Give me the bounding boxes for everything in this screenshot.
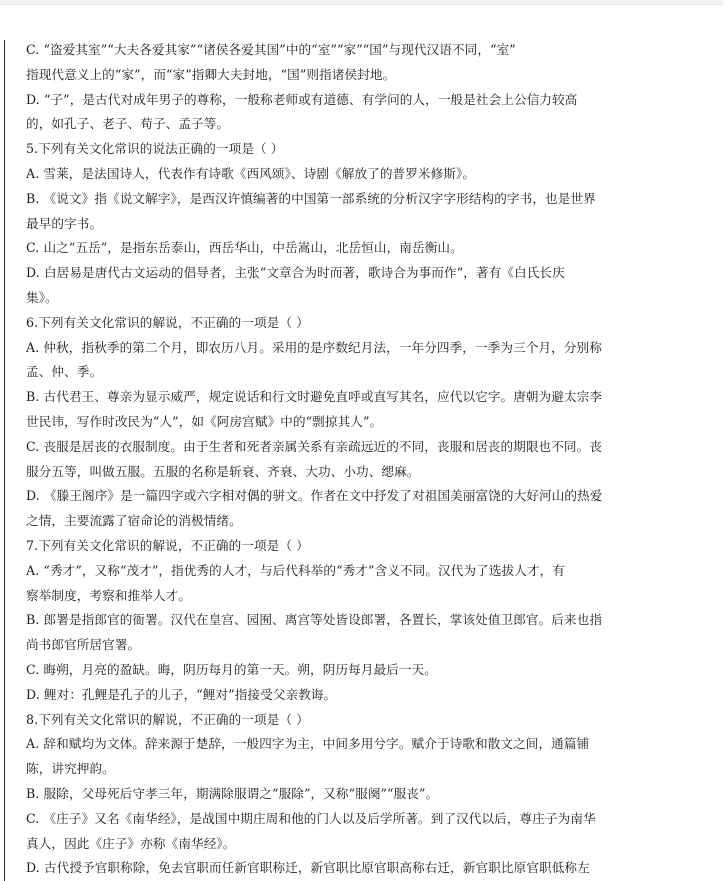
answer-option: C. 丧服是居丧的衣服制度。由于生者和死者亲属关系有亲疏远近的不同，丧服和居丧的期限也不同。丧 xyxy=(26,438,603,454)
answer-option: D. 《滕王阁序》是一篇四字或六字相对偶的骈文。作者在文中抒发了对祖国美丽富饶的大好河山的热爱 xyxy=(26,488,603,504)
answer-option: A. 雪莱，是法国诗人，代表作有诗歌《西风颂》、诗剧《解放了的普罗米修斯》。 xyxy=(26,165,476,181)
top-toolbar-strip xyxy=(0,0,723,5)
answer-option-continuation: 服分五等，叫做五服。五服的名称是斩衰、齐衰、大功、小功、缌麻。 xyxy=(26,463,420,479)
answer-option: D. “子”，是古代对成年男子的尊称，一般称老师或有道德、有学问的人，一般是社会上公信力较高 xyxy=(26,91,578,107)
question-stem: 8.下列有关文化常识的解说，不正确的一项是（ ） xyxy=(26,711,309,727)
answer-option: B. 古代君王、尊亲为显示威严，规定说话和行文时避免直呼或直写其名，应代以它字。唐朝为避太宗李 xyxy=(26,389,603,405)
answer-option: D. 古代授予官职称除，免去官职而任新官职称迁，新官职比原官职高称右迁，新官职比原官职低称左 xyxy=(26,860,590,876)
answer-option: D. 白居易是唐代古文运动的倡导者，主张“文章合为时而著，歌诗合为事而作”，著有《白氏长庆 xyxy=(26,265,565,281)
answer-option: A. “秀才”，又称“茂才”，指优秀的人才，与后代科举的“秀才”含义不同。汉代为了选拔人才，有 xyxy=(26,562,565,578)
answer-option: C. 《庄子》又名《南华经》，是战国中期庄周和他的门人以及后学所著。到了汉代以后，尊庄子为南华 xyxy=(26,810,596,826)
answer-option: A. 仲秋，指秋季的第二个月，即农历八月。采用的是序数纪月法，一年分四季，一季为三个月，分别称 xyxy=(26,339,602,355)
answer-option: B. 服除，父母死后守孝三年，期满除服谓之“服除”，又称“服阕”“服丧”。 xyxy=(26,785,439,801)
answer-option-continuation: 陈，讲究押韵。 xyxy=(26,761,115,777)
answer-option: D. 鲤对：孔鲤是孔子的儿子，“鲤对”指接受父亲教诲。 xyxy=(26,686,337,702)
answer-option-continuation: 尚书郎官所居官署。 xyxy=(26,637,141,653)
answer-option-continuation: 之情，主要流露了宿命论的消极情绪。 xyxy=(26,513,242,529)
answer-option: B. 郎署是指郎官的衙署。汉代在皇宫、园囿、离宫等处皆设郎署，各置长，掌该处值卫郎官。后来也指 xyxy=(26,612,603,628)
answer-option: C. 山之“五岳”，是指东岳泰山，西岳华山，中岳嵩山，北岳恒山，南岳衡山。 xyxy=(26,240,463,256)
left-margin-rule xyxy=(4,40,5,881)
question-stem: 6.下列有关文化常识的解说，不正确的一项是（ ） xyxy=(26,314,309,330)
answer-option-continuation: 孟、仲、季。 xyxy=(26,364,103,380)
answer-option-continuation: 最早的字书。 xyxy=(26,215,103,231)
question-stem: 5.下列有关文化常识的说法正确的一项是（ ） xyxy=(26,141,284,157)
answer-option-continuation: 的，如孔子、老子、荀子、孟子等。 xyxy=(26,116,230,132)
answer-option: C. 晦朔，月亮的盈缺。晦，阴历每月的第一天。朔，阴历每月最后一天。 xyxy=(26,661,437,677)
answer-option: B. 《说文》指《说文解字》，是西汉许慎编著的中国第一部系统的分析汉字字形结构的字书，也是世界 xyxy=(26,190,596,206)
answer-option-continuation: 集》。 xyxy=(26,289,58,305)
question-stem: 7.下列有关文化常识的解说，不正确的一项是（ ） xyxy=(26,537,309,553)
answer-option: A. 辞和赋均为文体。辞来源于楚辞，一般四字为主，中间多用兮字。赋介于诗歌和散文之间，通篇铺 xyxy=(26,736,590,752)
answer-option-continuation: 世民讳，写作时改民为“人”，如《阿房宫赋》中的“剽掠其人”。 xyxy=(26,413,383,429)
answer-option-continuation: 指现代意义上的“家”，而“家”指卿大夫封地，“国”则指诸侯封地。 xyxy=(26,66,396,82)
document-body xyxy=(26,38,716,881)
answer-option: C. “盗爱其室”“大夫各爱其家”“诸侯各爱其国”中的“室”“家”“国”与现代汉语不同，“室” xyxy=(26,42,516,57)
answer-option-continuation: 真人，因此《庄子》亦称《南华经》。 xyxy=(26,835,236,851)
answer-option-continuation: 察举制度，考察和推举人才。 xyxy=(26,587,192,603)
